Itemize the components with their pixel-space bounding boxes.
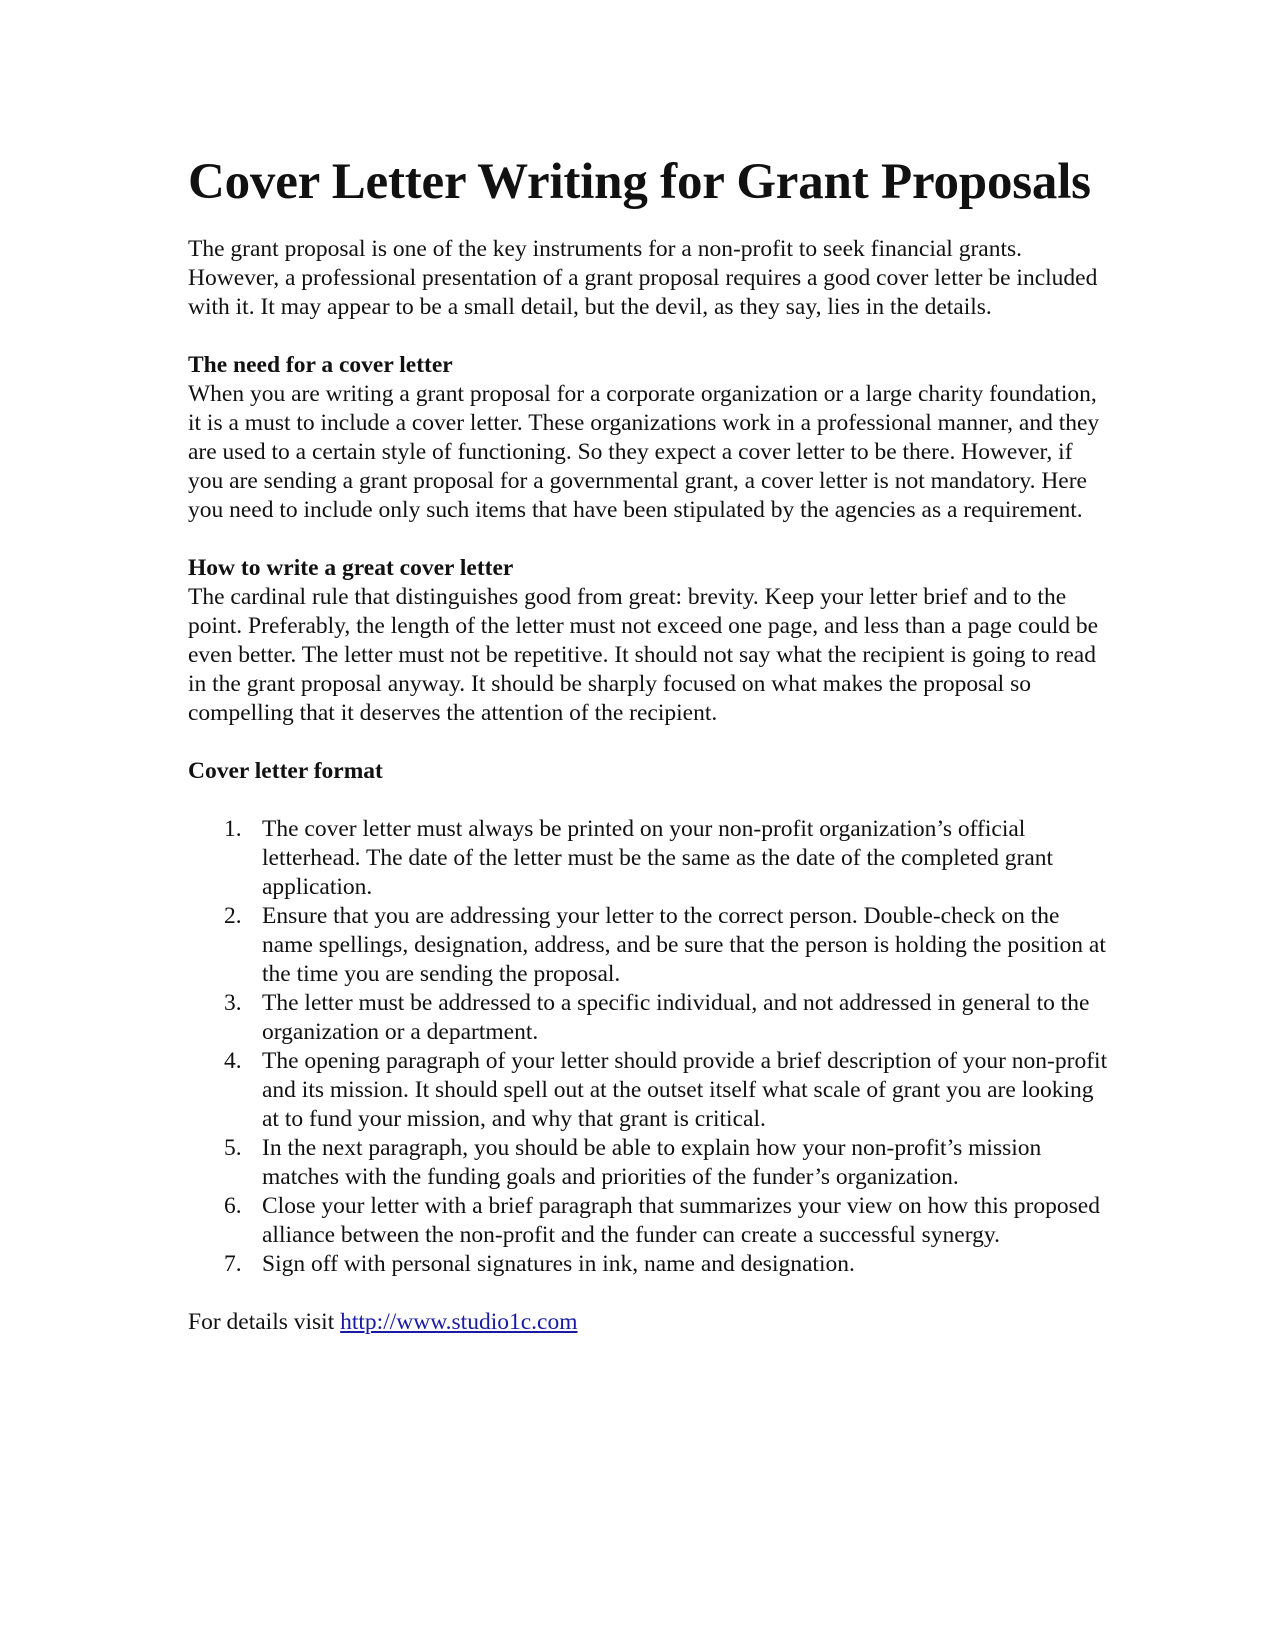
list-item-number: 1. <box>224 816 242 842</box>
section-heading: How to write a great cover letter <box>188 555 514 581</box>
list-item <box>188 1192 1108 1250</box>
list-item-number: 3. <box>224 990 242 1016</box>
list-item <box>188 902 1108 989</box>
section-need-for-cover-letter <box>188 351 1108 525</box>
list-item <box>188 1134 1108 1192</box>
list-item-text: Ensure that you are addressing your letter to the correct person. Double-check on the name spellings, designation, address, and be sure that the person is holding the position at the time you are sending the proposal. <box>262 903 1106 987</box>
section-heading: The need for a cover letter <box>188 352 453 378</box>
list-item-text: The letter must be addressed to a specific individual, and not addressed in general to the organization or a department. <box>262 990 1090 1045</box>
list-item-text: The opening paragraph of your letter should provide a brief description of your non-profit and its mission. It should spell out at the outset itself what scale of grant you are looking at to fund your mission, and why that grant is critical. <box>262 1048 1108 1132</box>
list-item-text: In the next paragraph, you should be able to explain how your non-profit’s mission matches with the funding goals and priorities of the funder’s organization. <box>262 1135 1042 1190</box>
list-item-number: 7. <box>224 1251 242 1277</box>
list-item-text: Sign off with personal signatures in ink, name and designation. <box>262 1251 855 1277</box>
format-list <box>188 815 1108 1279</box>
list-item-text: The cover letter must always be printed on your non-profit organization’s official letterhead. The date of the letter must be the same as the date of the completed grant application. <box>262 816 1054 900</box>
list-item-number: 4. <box>224 1048 242 1074</box>
document-page <box>188 150 1108 1361</box>
section-body: When you are writing a grant proposal for a corporate organization or a large charity foundation, it is a must to include a cover letter. These organizations work in a professional manner, and they are used to a certain style of functioning. So they expect a cover letter to be there. However, if you are sending a grant proposal for a governmental grant, a cover letter is not mandatory. Here you need to include only such items that have been stipulated by the agencies as a requirement. <box>188 381 1100 523</box>
list-item-number: 2. <box>224 903 242 929</box>
section-how-to-write <box>188 554 1108 728</box>
details-link[interactable]: http://www.studio1c.com <box>340 1309 578 1335</box>
section-heading: Cover letter format <box>188 758 383 784</box>
footer-line <box>188 1308 1108 1337</box>
list-item-number: 5. <box>224 1135 242 1161</box>
footer-prefix: For details visit <box>188 1309 335 1335</box>
section-cover-letter-format <box>188 757 1108 1279</box>
list-item-number: 6. <box>224 1193 242 1219</box>
list-item <box>188 1047 1108 1134</box>
list-item <box>188 815 1108 902</box>
document-title: Cover Letter Writing for Grant Proposals <box>188 154 1091 210</box>
list-item-text: Close your letter with a brief paragraph that summarizes your view on how this proposed alliance between the non-profit and the funder can create a successful synergy. <box>262 1193 1100 1248</box>
list-item <box>188 989 1108 1047</box>
intro-paragraph: The grant proposal is one of the key instruments for a non-profit to seek financial grants. However, a professional presentation of a grant proposal requires a good cover letter be included with it. It may appear to be a small detail, but the devil, as they say, lies in the details. <box>188 236 1098 320</box>
list-item <box>188 1250 1108 1279</box>
section-body: The cardinal rule that distinguishes good from great: brevity. Keep your letter brief and to the point. Preferably, the length of the letter must not exceed one page, and less than a page could be even better. The letter must not be repetitive. It should not say what the recipient is going to read in the grant proposal anyway. It should be sharply focused on what makes the proposal so compelling that it deserves the attention of the recipient. <box>188 584 1099 726</box>
